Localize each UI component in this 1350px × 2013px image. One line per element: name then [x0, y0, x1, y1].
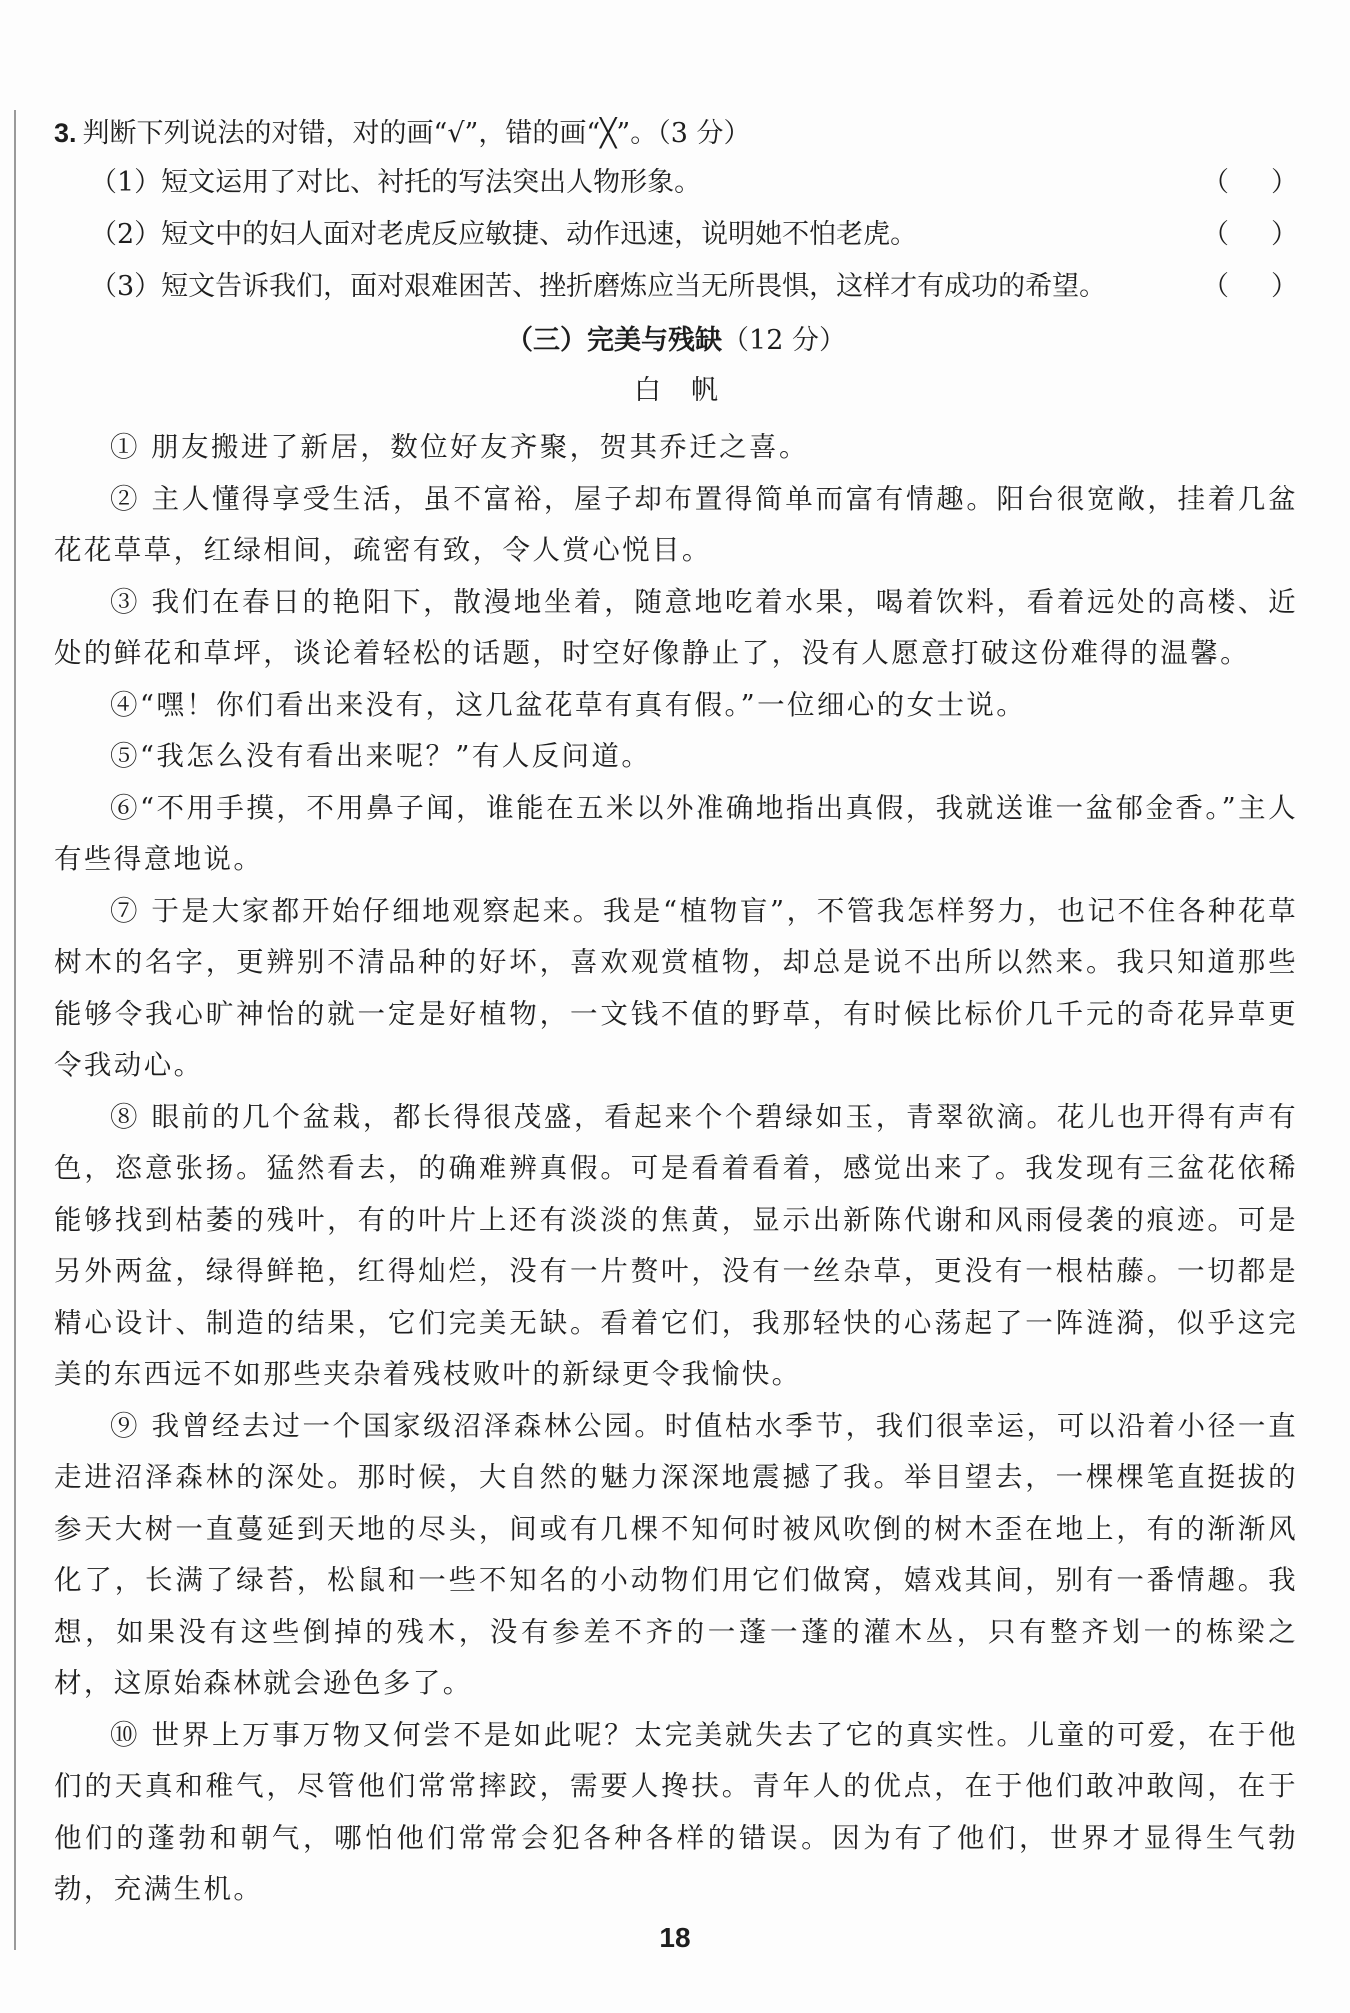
- judgement-item-text: （1）短文运用了对比、衬托的写法突出人物形象。: [90, 167, 702, 198]
- paren-left: （: [1202, 271, 1229, 302]
- paren-left: （: [1202, 219, 1229, 250]
- essay-paragraph-4: ④“嘿！你们看出来没有，这几盆花草有真有假。”一位细心的女士说。: [110, 688, 1027, 721]
- essay-paragraph-7: ⑦ 于是大家都开始仔细地观察起来。我是“植物盲”，不管我怎样努力，也记不住各种花草树木的名字，更辨别不清品种的好坏，喜欢观赏植物，却总是说不出所以然来。我只知道那些能够令我心旷神怡的就一定是好植物，一文钱不值的野草，有时候比标价几千元的奇花异草更令我动心。: [54, 894, 1298, 1081]
- judgement-item-1: [54, 164, 1298, 216]
- essay-paragraph-3: ③ 我们在春日的艳阳下，散漫地坐着，随意地吃着水果，喝着饮料，看着远处的高楼、近处的鲜花和草坪，谈论着轻松的话题，时空好像静止了，没有人愿意打破这份难得的温馨。: [54, 585, 1298, 669]
- essay-title: 白帆: [634, 375, 748, 406]
- essay-paragraph-2: ② 主人懂得享受生活，虽不富裕，屋子却布置得简单而富有情趣。阳台很宽敞，挂着几盆花花草草，红绿相间，疏密有致，令人赏心悦目。: [54, 482, 1298, 566]
- essay-paragraph-8: ⑧ 眼前的几个盆栽，都长得很茂盛，看起来个个碧绿如玉，青翠欲滴。花儿也开得有声有色，恣意张扬。猛然看去，的确难辨真假。可是看着看着，感觉出来了。我发现有三盆花依稀能够找到枯萎的残叶，有的叶片上还有淡淡的焦黄，显示出新陈代谢和风雨侵袭的痕迹。可是另外两盆，绿得鲜艳，红得灿烂，没有一片赘叶，没有一丝杂草，更没有一根枯藤。一切都是精心设计、制造的结果，它们完美无缺。看着它们，我那轻快的心荡起了一阵涟漪，似乎这完美的东西远不如那些夹杂着残枝败叶的新绿更令我愉快。: [54, 1100, 1298, 1390]
- page-number: 18: [659, 1922, 691, 1953]
- paren-left: （: [1202, 167, 1229, 198]
- question-3-title: [54, 114, 1298, 164]
- section-score: （12 分）: [722, 325, 846, 356]
- paren-right: ）: [1271, 167, 1298, 198]
- page-content: [54, 114, 1298, 1916]
- paren-right: ）: [1271, 219, 1298, 250]
- essay-paragraph-5: ⑤“我怎么没有看出来呢？”有人反问道。: [110, 740, 652, 772]
- judgement-item-text: （3）短文告诉我们，面对艰难困苦、挫折磨炼应当无所畏惧，这样才有成功的希望。: [90, 271, 1107, 302]
- essay-paragraph-6: ⑥“不用手摸，不用鼻子闻，谁能在五米以外准确地指出真假，我就送谁一盆郁金香。”主人有些得意地说。: [54, 791, 1298, 875]
- essay-paragraph-1: ① 朋友搬进了新居，数位好友齐聚，贺其乔迁之喜。: [110, 431, 809, 463]
- question-text: 判断下列说法的对错，对的画“√”，错的画“╳”。（3 分）: [82, 118, 751, 149]
- judgement-item-text: （2）短文中的妇人面对老虎反应敏捷、动作迅速，说明她不怕老虎。: [90, 219, 918, 250]
- essay-paragraph-9: ⑨ 我曾经去过一个国家级沼泽森林公园。时值枯水季节，我们很幸运，可以沿着小径一直走进沼泽森林的深处。那时候，大自然的魅力深深地震撼了我。举目望去，一棵棵笔直挺拔的参天大树一直蔓延到天地的尽头，间或有几棵不知何时被风吹倒的树木歪在地上，有的渐渐风化了，长满了绿苔，松鼠和一些不知名的小动物们用它们做窝，嬉戏其间，别有一番情趣。我想，如果没有这些倒掉的残木，没有参差不齐的一蓬一蓬的灌木丛，只有整齐划一的栋梁之材，这原始森林就会逊色多了。: [54, 1409, 1298, 1699]
- essay-paragraph-10: ⑩ 世界上万事万物又何尝不是如此呢？太完美就失去了它的真实性。儿童的可爱，在于他们的天真和稚气，尽管他们常常摔跤，需要人搀扶。青年人的优点，在于他们敢冲敢闯，在于他们的蓬勃和朝气，哪怕他们常常会犯各种各样的错误。因为有了他们，世界才显得生气勃勃，充满生机。: [54, 1718, 1298, 1905]
- judgement-item-2: [54, 216, 1298, 268]
- section-title: （三）完美与残缺: [506, 325, 723, 356]
- question-number: 3.: [54, 118, 77, 148]
- paren-right: ）: [1271, 271, 1298, 302]
- margin-rule: [14, 110, 16, 1950]
- judgement-item-3: [54, 268, 1298, 320]
- section-heading: [54, 322, 1298, 372]
